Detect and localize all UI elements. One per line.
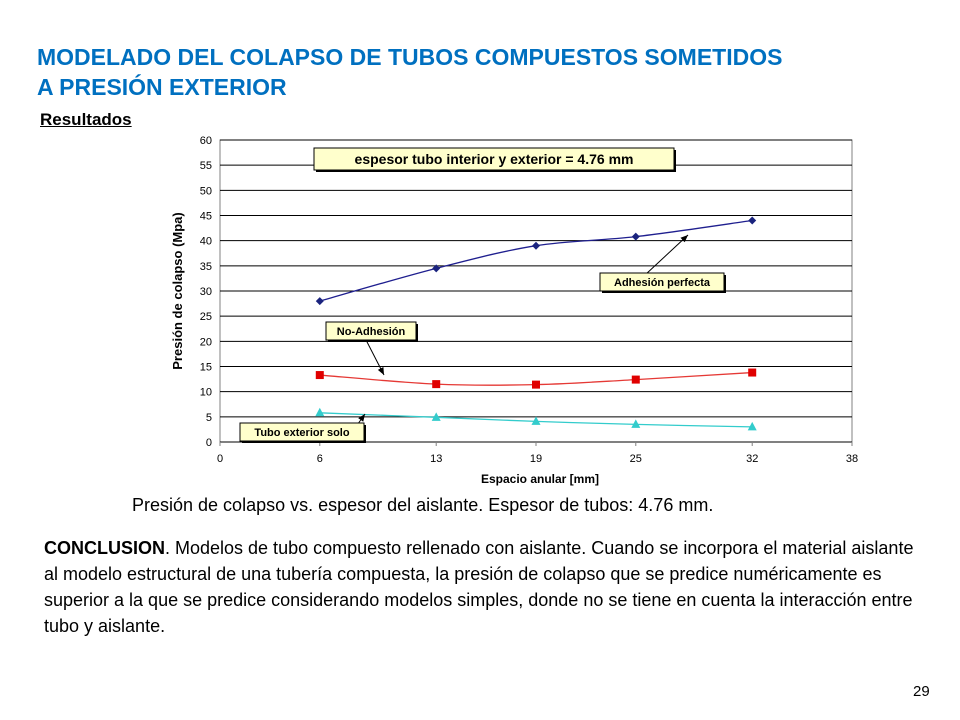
y-tick-label: 40 <box>199 235 212 248</box>
y-tick-label: 45 <box>199 210 212 223</box>
data-point-diamond <box>632 233 640 241</box>
data-point-diamond <box>532 242 540 250</box>
conclusion-paragraph <box>44 535 924 639</box>
chart-title-label: espesor tubo interior y exterior = 4.76 mm <box>354 151 634 168</box>
slide-title-line-2: A PRESIÓN EXTERIOR <box>37 74 287 100</box>
chart-gridlines <box>220 140 852 446</box>
data-point-square <box>748 369 756 377</box>
data-point-diamond <box>316 297 324 305</box>
conclusion-lead: CONCLUSION <box>44 538 165 558</box>
x-tick-label: 32 <box>746 453 759 465</box>
data-point-triangle <box>315 408 324 417</box>
page-number: 29 <box>913 683 930 700</box>
x-tick-label: 38 <box>845 453 859 465</box>
y-tick-label: 10 <box>199 386 212 399</box>
x-tick-label: 19 <box>529 453 543 465</box>
y-tick-labels <box>200 135 212 449</box>
y-tick-label: 60 <box>199 135 212 147</box>
chart-annotations <box>240 148 726 443</box>
x-tick-label: 13 <box>430 453 443 465</box>
callout-tubo-exterior-label: Tubo exterior solo <box>254 426 350 439</box>
x-tick-label: 6 <box>316 453 323 465</box>
y-tick-label: 25 <box>199 311 212 324</box>
y-tick-label: 5 <box>205 411 212 424</box>
y-tick-label: 15 <box>199 361 212 374</box>
x-tick-labels <box>217 453 858 465</box>
conclusion-text: . Modelos de tubo compuesto rellenado con aislante. Cuando se incorpora el material aislante al modelo estructural de una tubería compuesta, la presión de colapso que se predice numéricamente es superior a la que se predice considerando modelos simples, donde no se tiene en cuenta la interacción entre tubo y aislante. <box>44 538 914 636</box>
y-tick-label: 0 <box>205 437 212 449</box>
y-tick-label: 20 <box>199 336 212 349</box>
data-point-square <box>632 376 640 384</box>
section-heading: Resultados <box>40 110 132 129</box>
x-axis-label: Espacio anular [mm] <box>480 472 600 486</box>
data-point-diamond <box>748 217 756 225</box>
x-tick-label: 0 <box>216 453 224 465</box>
y-axis-label: Presión de colapso (Mpa) <box>170 212 185 370</box>
y-tick-label: 30 <box>199 286 212 298</box>
x-tick-label: 25 <box>629 453 642 465</box>
arrow-tubo-exterior-head <box>358 414 365 422</box>
callout-adhesion-label: Adhesión perfecta <box>614 276 710 289</box>
y-tick-label: 50 <box>199 185 212 198</box>
y-tick-label: 55 <box>199 160 212 173</box>
chart-caption: Presión de colapso vs. espesor del aislante. Espesor de tubos: 4.76 mm. <box>132 495 714 515</box>
collapse-pressure-chart <box>160 125 880 490</box>
data-point-square <box>316 371 324 379</box>
slide-title-line-1: MODELADO DEL COLAPSO DE TUBOS COMPUESTOS SOMETIDOS <box>37 44 783 70</box>
data-point-square <box>532 381 540 389</box>
y-tick-label: 35 <box>199 260 212 273</box>
data-point-triangle <box>631 419 640 428</box>
data-point-triangle <box>748 422 757 431</box>
callout-no-adhesion-label: No-Adhesión <box>336 325 406 338</box>
data-point-square <box>432 380 440 388</box>
slide-title <box>37 42 937 102</box>
